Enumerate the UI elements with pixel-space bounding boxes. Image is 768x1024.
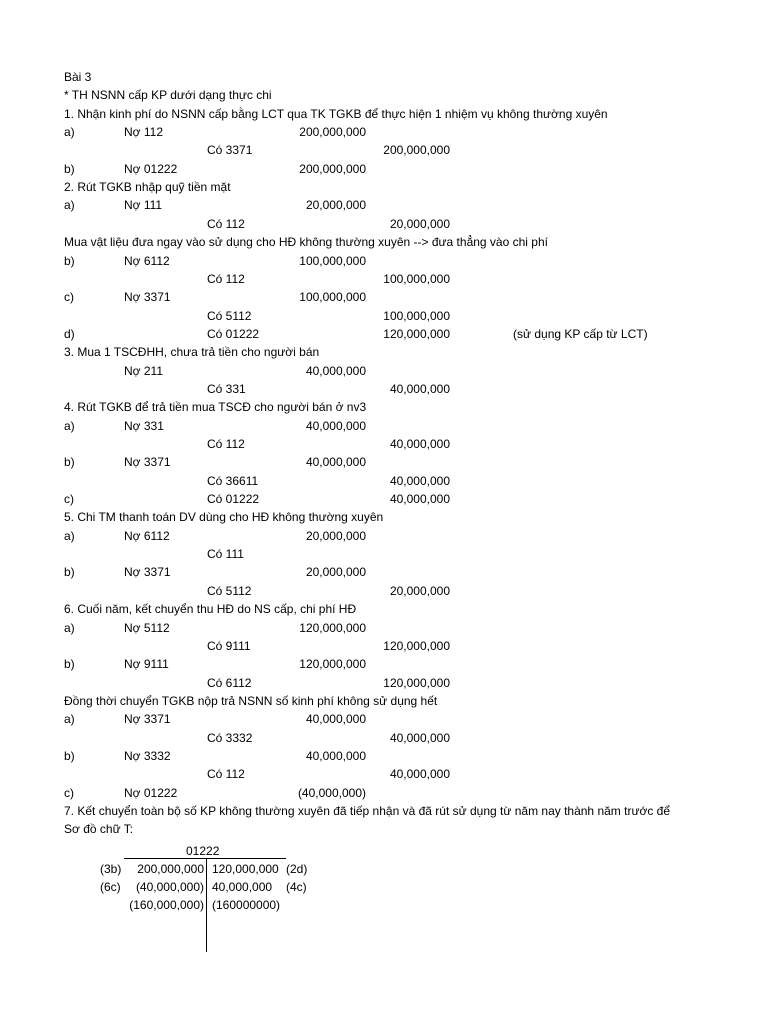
- credit-account: Có 111: [207, 547, 244, 562]
- credit-account: Có 112: [207, 216, 245, 231]
- credit-account: Có 5112: [207, 308, 252, 323]
- debit-account: Nợ 9111: [124, 657, 169, 672]
- debit-account: Nợ 6112: [124, 253, 170, 268]
- debit-account: Nợ 112: [124, 125, 163, 140]
- t-right-ref: (4c): [286, 880, 307, 894]
- debit-amount: 20,000,000: [305, 198, 366, 213]
- credit-account: Có 01222: [207, 492, 260, 507]
- t-right-amount: (160000000): [212, 898, 281, 912]
- debit-amount: 100,000,000: [299, 253, 366, 268]
- entry-label: b): [64, 161, 75, 176]
- debit-amount: 40,000,000: [305, 455, 366, 470]
- credit-account: Có 331: [207, 381, 246, 396]
- entry-label: b): [64, 565, 75, 580]
- credit-account: Có 36611: [207, 473, 259, 488]
- row-text: Đồng thời chuyển TGKB nộp trả NSNN số kinh phí không sử dụng hết: [64, 693, 438, 708]
- entry-label: d): [64, 326, 75, 341]
- debit-account: Nợ 331: [124, 418, 164, 433]
- credit-account: Có 112: [207, 271, 245, 286]
- credit-amount: 120,000,000: [383, 675, 450, 690]
- entry-label: b): [64, 253, 75, 268]
- credit-account: Có 5112: [207, 583, 252, 598]
- credit-amount: 120,000,000: [383, 326, 450, 341]
- t-account-divider: [206, 858, 207, 952]
- t-left-ref: (6c): [100, 880, 121, 894]
- credit-amount: 40,000,000: [389, 437, 450, 451]
- row-text: 2. Rút TGKB nhập quỹ tiền mặt: [64, 180, 231, 195]
- row-text: Bài 3: [64, 70, 92, 84]
- credit-amount: 100,000,000: [383, 308, 450, 323]
- debit-amount: (40,000,000): [297, 785, 366, 800]
- t-account-top-line: [124, 858, 286, 859]
- debit-account: Nợ 5112: [124, 620, 170, 635]
- t-left-ref: (3b): [100, 862, 122, 876]
- t-account-title: 01222: [186, 844, 220, 858]
- debit-amount: 20,000,000: [305, 528, 366, 543]
- debit-amount: 40,000,000: [305, 748, 366, 763]
- credit-amount: 40,000,000: [389, 730, 450, 745]
- credit-account: Có 9111: [207, 638, 251, 653]
- debit-amount: 120,000,000: [299, 620, 366, 635]
- debit-account: Nợ 3332: [124, 748, 171, 763]
- t-left-amount: (40,000,000): [135, 880, 204, 894]
- t-right-amount: 40,000,000: [212, 880, 273, 894]
- debit-amount: 20,000,000: [305, 565, 366, 580]
- debit-amount: 40,000,000: [305, 363, 366, 378]
- credit-amount: 120,000,000: [383, 638, 450, 653]
- debit-account: Nợ 3371: [124, 455, 171, 470]
- t-right-ref: (2d): [286, 862, 308, 876]
- debit-amount: 100,000,000: [299, 290, 366, 305]
- entry-label: c): [64, 492, 74, 507]
- entry-label: c): [64, 785, 74, 800]
- credit-amount: 40,000,000: [389, 767, 450, 782]
- credit-amount: 20,000,000: [389, 216, 450, 231]
- debit-account: Nợ 3371: [124, 290, 171, 305]
- credit-amount: 20,000,000: [389, 583, 450, 598]
- credit-account: Có 3332: [207, 730, 253, 745]
- debit-account: Nợ 6112: [124, 528, 170, 543]
- debit-amount: 200,000,000: [299, 125, 366, 140]
- debit-amount: 40,000,000: [305, 418, 366, 433]
- row-text: 1. Nhận kinh phí do NSNN cấp bằng LCT qua TK TGKB để thực hiện 1 nhiệm vụ không thường xuyên: [64, 106, 608, 121]
- t-left-amount: (160,000,000): [129, 898, 204, 912]
- credit-account: Có 6112: [207, 675, 252, 690]
- debit-amount: 200,000,000: [299, 161, 366, 176]
- credit-amount: 200,000,000: [383, 143, 450, 158]
- credit-amount: 100,000,000: [383, 271, 450, 286]
- entry-label: a): [64, 620, 75, 635]
- row-text: Mua vật liệu đưa ngay vào sử dụng cho HĐ không thường xuyên --> đưa thẳng vào chi phí: [64, 235, 548, 250]
- credit-amount: 40,000,000: [389, 492, 450, 507]
- entry-label: a): [64, 125, 75, 140]
- entry-label: b): [64, 657, 75, 672]
- debit-account: Nợ 3371: [124, 712, 171, 727]
- entry-label: a): [64, 712, 75, 727]
- debit-account: Nợ 01222: [124, 785, 178, 800]
- debit-account: Nợ 01222: [124, 161, 178, 176]
- credit-account: Có 112: [207, 437, 245, 451]
- entry-label: a): [64, 418, 75, 433]
- credit-amount: 40,000,000: [389, 381, 450, 396]
- entry-note: (sử dụng KP cấp từ LCT): [513, 326, 648, 341]
- entry-label: a): [64, 198, 75, 213]
- row-text: 3. Mua 1 TSCĐHH, chưa trả tiền cho người bán: [64, 345, 320, 360]
- credit-account: Có 3371: [207, 143, 253, 158]
- credit-amount: 40,000,000: [389, 473, 450, 488]
- row-text: 7. Kết chuyển toàn bộ số KP không thường xuyên đã tiếp nhận và đã rút sử dụng từ năm nay thành năm trước để: [64, 804, 671, 818]
- row-text: 4. Rút TGKB để trả tiền mua TSCĐ cho người bán ở nv3: [64, 400, 367, 415]
- debit-amount: 120,000,000: [299, 657, 366, 672]
- entry-label: b): [64, 455, 75, 470]
- t-right-amount: 120,000,000: [212, 862, 279, 876]
- row-text: Sơ đồ chữ T:: [64, 822, 134, 837]
- credit-account: Có 112: [207, 767, 245, 782]
- entry-label: b): [64, 748, 75, 763]
- row-text: 5. Chi TM thanh toán DV dùng cho HĐ không thường xuyên: [64, 510, 384, 525]
- t-left-amount: 200,000,000: [137, 862, 204, 876]
- entry-label: a): [64, 528, 75, 543]
- debit-amount: 40,000,000: [305, 712, 366, 727]
- debit-account: Nợ 211: [124, 363, 163, 378]
- credit-account: Có 01222: [207, 326, 260, 341]
- debit-account: Nợ 3371: [124, 565, 171, 580]
- debit-account: Nợ 111: [124, 198, 163, 213]
- row-text: 6. Cuối năm, kết chuyển thu HĐ do NS cấp, chi phí HĐ: [64, 602, 357, 617]
- entry-label: c): [64, 290, 74, 305]
- row-text: * TH NSNN cấp KP dưới dạng thực chi: [64, 88, 272, 103]
